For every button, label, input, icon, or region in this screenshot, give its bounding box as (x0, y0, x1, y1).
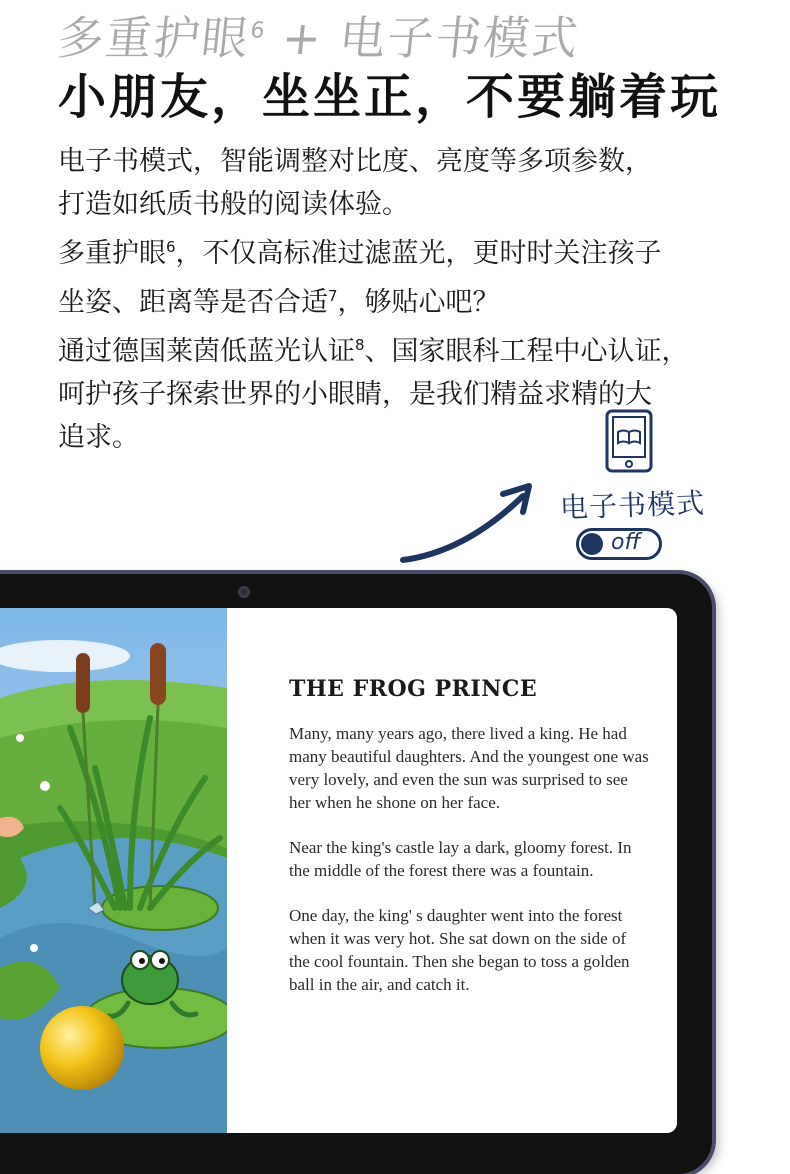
body-line (58, 324, 738, 373)
front-camera-icon (238, 586, 250, 598)
body-line: 打造如纸质书般的阅读体验。 (58, 189, 409, 220)
body-span: 通过德国莱茵低蓝光认证 (58, 336, 355, 367)
callout-arrow-icon (395, 480, 545, 570)
ebook-mode-toggle[interactable] (576, 528, 662, 560)
footnote-ref: 7 (328, 287, 338, 305)
body-line (58, 226, 738, 275)
ebook-reader-icon (604, 408, 656, 474)
tablet-screen (0, 608, 677, 1133)
body-line: 追求。 (58, 422, 139, 453)
body-span: 坐姿、距离等是否合适 (58, 287, 328, 318)
ebook-mode-label: 电子书模式 (559, 486, 706, 525)
body-span: ，够贴心吧？ (337, 287, 500, 318)
body-line: 电子书模式，智能调整对比度、亮度等多项参数， (58, 146, 652, 177)
book-paragraph: One day, the king' s daughter went into the forest when it was very hot. She sat down on the side of the cool fountain. Then she began to toss a golden ball in the air, and catch it. (289, 906, 630, 994)
body-span: 、国家眼科工程中心认证， (364, 336, 689, 367)
book-paragraph: Near the king's castle lay a dark, gloomy forest. In the middle of the forest there was a fountain. (289, 838, 632, 880)
body-span: ，不仅高标准过滤蓝光，更时时关注孩子 (175, 238, 662, 269)
frog-prince-illustration (0, 608, 227, 1133)
eyebrow-text: 多重护眼 (54, 11, 253, 65)
body-line: 呵护孩子探索世界的小眼睛，是我们精益求精的大 (58, 379, 652, 410)
ebook-page (227, 608, 677, 1133)
footnote-ref: 8 (355, 336, 365, 354)
book-paragraph: Many, many years ago, there lived a king. He had many beautiful daughters. And the youngest one was very lovely, and even the sun was surprised to see her when he shone on her face. (289, 724, 649, 812)
body-span: 多重护眼 (58, 238, 166, 269)
footnote-ref: 6 (166, 238, 176, 256)
body-line (58, 275, 738, 324)
headline: 小朋友，坐坐正，不要躺着玩 (58, 69, 722, 125)
eyebrow-rest: + 电子书模式 (262, 11, 583, 65)
toggle-state-label: off (611, 530, 641, 555)
toggle-knob (581, 533, 603, 555)
book-text (289, 722, 649, 1018)
book-title: THE FROG PRINCE (289, 676, 538, 702)
eyebrow-footnote: 6 (249, 18, 268, 44)
